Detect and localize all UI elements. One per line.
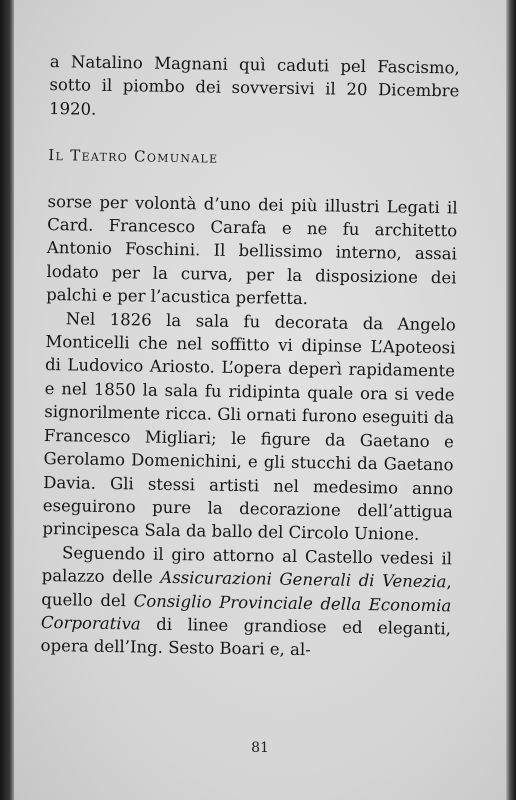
paragraph-3-italic-a: Assicurazioni Generali di Venezia: [160, 567, 447, 592]
section-heading: Il Teatro Comunale: [48, 146, 219, 167]
text-block: [40, 50, 459, 664]
paragraph-3: [40, 541, 452, 664]
paragraph-3-italic-b: Consiglio Provinciale della Economia Corporativa: [40, 590, 452, 634]
paragraph-3-text-c: di linee grandiose ed eleganti, opera dell’Ing. Sesto Boari e, al-: [40, 614, 452, 660]
paragraph-3-text-b: , quello del: [41, 572, 452, 610]
scan-edge-left: [0, 0, 14, 800]
paragraph-top: a Natalino Magnani quì caduti pel Fascismo, sotto il piombo dei sovversivi il 20 Dicembre 1920.: [48, 51, 460, 119]
paragraph-2: Nel 1826 la sala fu decorata da Angelo Monticelli che nel soffitto vi dipinse L’Apoteosi di Ludovico Ariosto. L’opera deperì rapidamente e nel 1850 la sala fu ridipinta quale ora si vede signorilmente ricca. Gli ornati furono eseguiti da Francesco Migliari; le figure da Gaetano e Gerolamo Domenichini, e gli stucchi da Gaetano Davia. Gli stessi artisti nel medesimo anno eseguirono pure la decorazione dell’attigua principesca Sala da ballo del Circolo Unione.: [42, 308, 456, 545]
paragraph-3-text-a: Seguendo il giro attorno al Castello vedesi il palazzo delle: [41, 542, 453, 587]
page-number: 81: [251, 740, 269, 756]
paragraph-1: sorse per volontà d’uno dei più illustri Legati il Card. Francesco Carafa e ne fu architetto Antonio Foschini. Il bellissimo interno, assai lodato per la curva, per la disposizione dei palchi e per l’acustica perfetta.: [46, 191, 458, 309]
scan-edge-right: [506, 0, 516, 800]
book-page: [14, 0, 506, 800]
